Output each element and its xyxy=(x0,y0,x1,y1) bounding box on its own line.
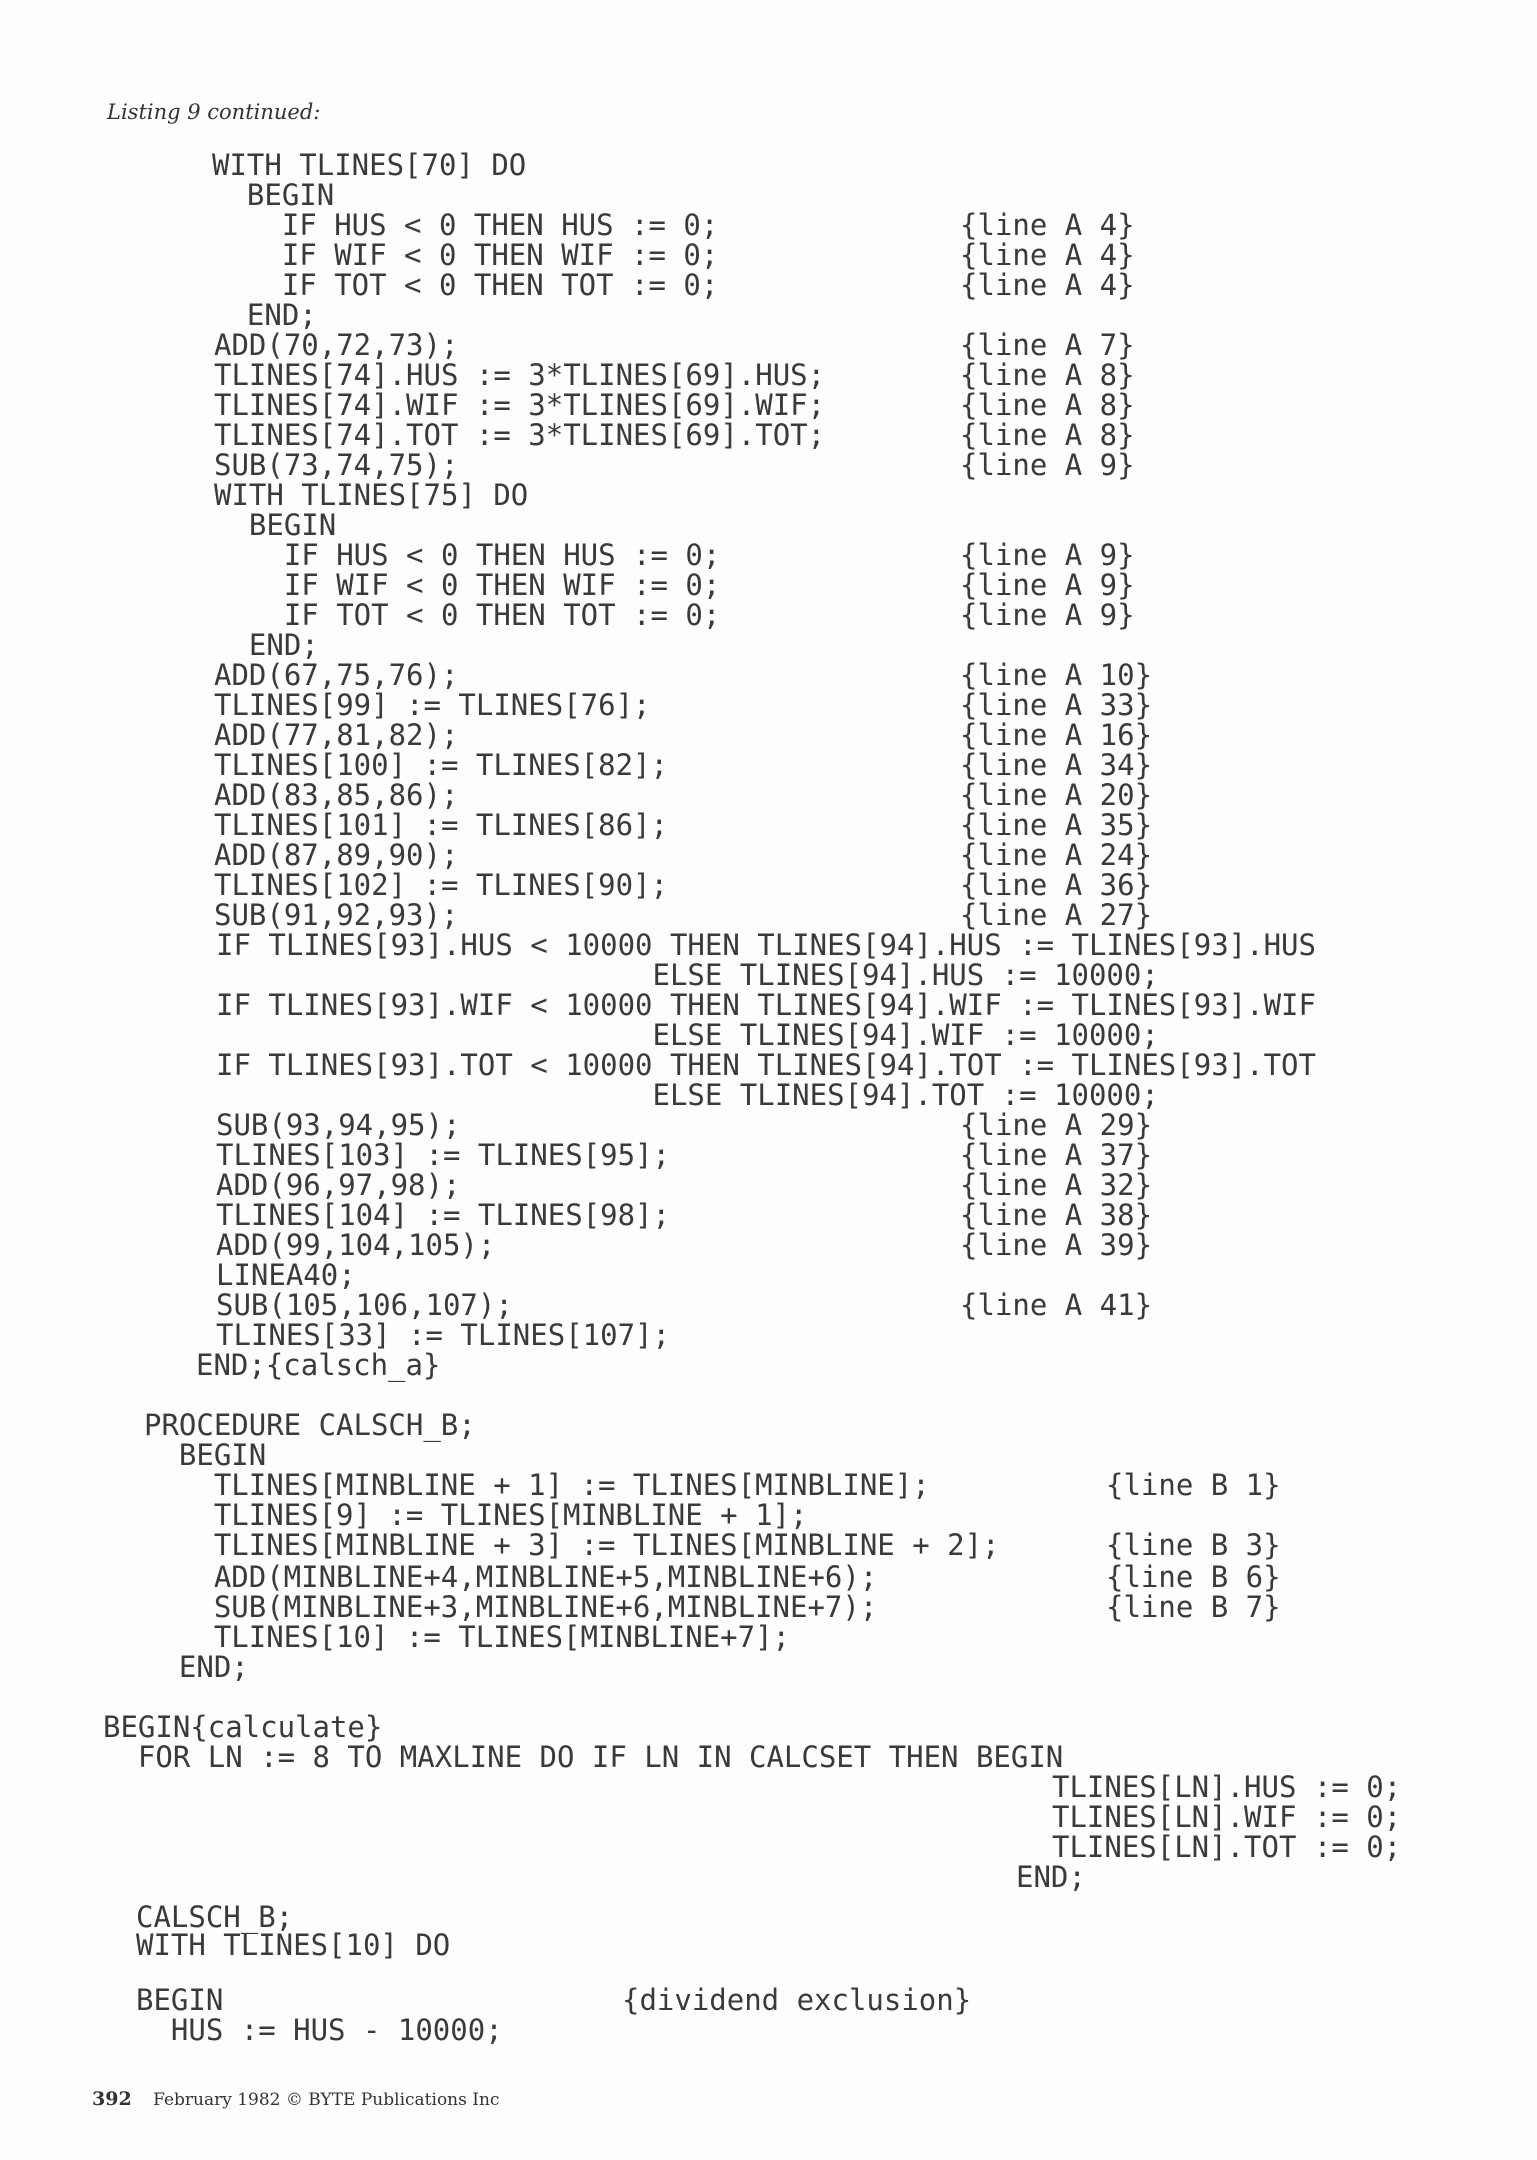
code-comment: {line A 27} xyxy=(960,898,1153,932)
code-comment: {line A 36} xyxy=(960,868,1153,902)
code-comment: {line A 33} xyxy=(960,688,1153,722)
code-comment: {line A 8} xyxy=(960,418,1135,452)
code-line: ELSE TLINES[94].HUS := 10000; xyxy=(216,958,1159,992)
code-comment: {line A 4} xyxy=(960,238,1135,272)
code-line: IF TLINES[93].TOT < 10000 THEN TLINES[94].TOT := TLINES[93].TOT xyxy=(216,1048,1316,1082)
code-line: IF TOT < 0 THEN TOT := 0; xyxy=(212,268,719,302)
code-line: WITH TLINES[70] DO xyxy=(212,148,527,182)
code-line: SUB(91,92,93); xyxy=(214,898,459,932)
code-comment: {line A 35} xyxy=(960,808,1153,842)
code-line: BEGIN xyxy=(212,178,335,212)
code-line: SUB(MINBLINE+3,MINBLINE+6,MINBLINE+7); xyxy=(144,1590,878,1624)
code-line: TLINES[103] := TLINES[95]; xyxy=(216,1138,670,1172)
code-line: PROCEDURE CALSCH_B; xyxy=(144,1408,476,1442)
page-footer xyxy=(92,2088,499,2110)
code-line: IF WIF < 0 THEN WIF := 0; xyxy=(212,238,719,272)
code-line: ADD(96,97,98); xyxy=(216,1168,461,1202)
code-line: BEGIN xyxy=(214,508,337,542)
code-line: FOR LN := 8 TO MAXLINE DO IF LN IN CALCSET THEN BEGIN xyxy=(103,1740,1064,1774)
code-line: TLINES[LN].HUS := 0; xyxy=(1052,1770,1402,1804)
code-line: IF HUS < 0 THEN HUS := 0; xyxy=(212,208,719,242)
code-comment: {line A 4} xyxy=(960,268,1135,302)
code-comment: {line B 1} xyxy=(1106,1468,1281,1502)
code-comment: {line A 4} xyxy=(960,208,1135,242)
code-line: TLINES[MINBLINE + 3] := TLINES[MINBLINE + 2]; xyxy=(144,1528,1000,1562)
code-line: CALSCH_B; xyxy=(136,1900,294,1934)
code-comment: {line B 7} xyxy=(1106,1590,1281,1624)
code-line: TLINES[33] := TLINES[107]; xyxy=(216,1318,670,1352)
code-line: ADD(MINBLINE+4,MINBLINE+5,MINBLINE+6); xyxy=(144,1560,878,1594)
code-comment: {line A 10} xyxy=(960,658,1153,692)
code-line: HUS := HUS - 10000; xyxy=(136,2013,503,2047)
code-comment: {line A 34} xyxy=(960,748,1153,782)
code-line: IF HUS < 0 THEN HUS := 0; xyxy=(214,538,721,572)
code-line: ADD(77,81,82); xyxy=(214,718,459,752)
code-line: TLINES[LN].WIF := 0; xyxy=(1052,1800,1402,1834)
code-line: WITH TLINES[75] DO xyxy=(214,478,529,512)
code-comment: {line A 9} xyxy=(960,598,1135,632)
code-comment: {line A 41} xyxy=(960,1288,1153,1322)
code-line: END; xyxy=(212,298,317,332)
code-line: ADD(99,104,105); xyxy=(216,1228,496,1262)
code-line: BEGIN{calculate} xyxy=(103,1710,383,1744)
code-comment: {line A 29} xyxy=(960,1108,1153,1142)
code-line: BEGIN xyxy=(136,1983,224,2017)
code-comment: {dividend exclusion} xyxy=(622,1983,972,2017)
code-line: END;{calsch_a} xyxy=(196,1348,441,1382)
code-line: TLINES[104] := TLINES[98]; xyxy=(216,1198,670,1232)
code-line: BEGIN xyxy=(144,1438,267,1472)
code-line: TLINES[74].TOT := 3*TLINES[69].TOT; xyxy=(214,418,826,452)
code-line: ELSE TLINES[94].WIF := 10000; xyxy=(216,1018,1159,1052)
code-comment: {line A 9} xyxy=(960,448,1135,482)
code-comment: {line A 39} xyxy=(960,1228,1153,1262)
code-line: ELSE TLINES[94].TOT := 10000; xyxy=(216,1078,1159,1112)
code-comment: {line A 37} xyxy=(960,1138,1153,1172)
code-line: SUB(73,74,75); xyxy=(214,448,459,482)
code-line: IF WIF < 0 THEN WIF := 0; xyxy=(214,568,721,602)
code-comment: {line A 24} xyxy=(960,838,1153,872)
code-comment: {line A 38} xyxy=(960,1198,1153,1232)
code-line: END; xyxy=(144,1650,249,1684)
code-comment: {line A 9} xyxy=(960,568,1135,602)
code-line: TLINES[9] := TLINES[MINBLINE + 1]; xyxy=(144,1498,808,1532)
code-line: TLINES[102] := TLINES[90]; xyxy=(214,868,668,902)
code-line: TLINES[101] := TLINES[86]; xyxy=(214,808,668,842)
code-line: END; xyxy=(214,628,319,662)
code-line: ADD(83,85,86); xyxy=(214,778,459,812)
code-line: TLINES[LN].TOT := 0; xyxy=(1052,1830,1402,1864)
code-line: END; xyxy=(1016,1860,1086,1894)
code-comment: {line A 8} xyxy=(960,388,1135,422)
code-line: WITH TLINES[10] DO xyxy=(136,1928,451,1962)
listing-caption: Listing 9 continued: xyxy=(107,100,321,124)
code-line: TLINES[74].HUS := 3*TLINES[69].HUS; xyxy=(214,358,826,392)
code-line: TLINES[74].WIF := 3*TLINES[69].WIF; xyxy=(214,388,826,422)
page-number: 392 xyxy=(92,2088,132,2110)
code-comment: {line B 6} xyxy=(1106,1560,1281,1594)
code-line: ADD(87,89,90); xyxy=(214,838,459,872)
code-comment: {line A 8} xyxy=(960,358,1135,392)
code-line: LINEA40; xyxy=(216,1258,356,1292)
code-comment: {line A 20} xyxy=(960,778,1153,812)
code-comment: {line A 9} xyxy=(960,538,1135,572)
code-comment: {line B 3} xyxy=(1106,1528,1281,1562)
code-line: ADD(67,75,76); xyxy=(214,658,459,692)
code-line: SUB(105,106,107); xyxy=(216,1288,513,1322)
footer-text: February 1982 © BYTE Publications Inc xyxy=(153,2090,500,2110)
code-line: ADD(70,72,73); xyxy=(214,328,459,362)
code-line: TLINES[10] := TLINES[MINBLINE+7]; xyxy=(144,1620,791,1654)
code-line: TLINES[100] := TLINES[82]; xyxy=(214,748,668,782)
code-line: SUB(93,94,95); xyxy=(216,1108,461,1142)
code-line: TLINES[MINBLINE + 1] := TLINES[MINBLINE]; xyxy=(144,1468,930,1502)
code-comment: {line A 16} xyxy=(960,718,1153,752)
code-line: IF TLINES[93].HUS < 10000 THEN TLINES[94].HUS := TLINES[93].HUS xyxy=(216,928,1316,962)
code-line: TLINES[99] := TLINES[76]; xyxy=(214,688,651,722)
code-comment: {line A 7} xyxy=(960,328,1135,362)
code-comment: {line A 32} xyxy=(960,1168,1153,1202)
code-line: IF TLINES[93].WIF < 10000 THEN TLINES[94].WIF := TLINES[93].WIF xyxy=(216,988,1316,1022)
code-line: IF TOT < 0 THEN TOT := 0; xyxy=(214,598,721,632)
